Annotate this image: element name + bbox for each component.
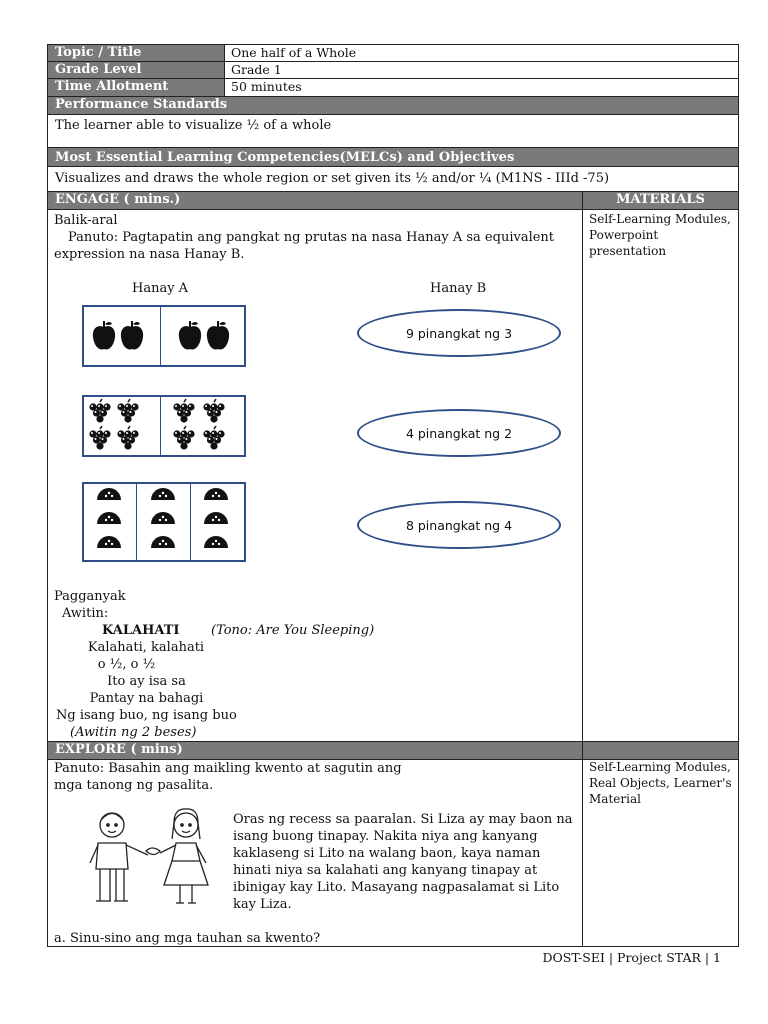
materials-header: MATERIALS <box>582 191 739 210</box>
performance-standards-value: The learner able to visualize ½ of a whole <box>47 114 739 148</box>
time-value: 50 minutes <box>224 78 739 97</box>
song-line-4: Pantay na bahagi <box>89 691 204 706</box>
engage-instruction-line2: expression na nasa Hanay B. <box>54 247 245 262</box>
watermelon-icons <box>84 484 244 560</box>
song-tune: (Tono: Are You Sleeping) <box>211 623 375 638</box>
hanay-b-option-3: 8 pinangkat ng 4 <box>357 501 561 549</box>
page-footer: DOST-SEI | Project STAR | 1 <box>542 950 721 965</box>
hanay-a-label: Hanay A <box>132 281 189 296</box>
apple-icons <box>84 307 244 365</box>
topic-value: One half of a Whole <box>224 44 739 62</box>
melc-label: Most Essential Learning Competencies(MELCs) and Objectives <box>47 147 739 167</box>
engage-instruction-line1: Panuto: Pagtapatin ang pangkat ng prutas na nasa Hanay A sa equivalent <box>68 230 555 245</box>
explore-instruction-line2: mga tanong ng pasalita. <box>54 778 214 793</box>
song-line-5: Ng isang buo, ng isang buo <box>56 708 237 723</box>
engage-header: ENGAGE ( mins.) <box>47 191 583 210</box>
apple-set-box <box>82 305 246 367</box>
question-a: a. Sinu-sino ang mga tauhan sa kwento? <box>54 931 321 946</box>
grape-set-box <box>82 395 246 457</box>
explore-materials-list: Self-Learning Modules, Real Objects, Learner's Material <box>589 760 732 806</box>
time-label: Time Allotment <box>47 78 225 97</box>
grade-label: Grade Level <box>47 61 225 79</box>
performance-standards-label: Performance Standards <box>47 96 739 115</box>
melc-value: Visualizes and draws the whole region or set given its ½ and/or ¼ (M1NS - IIId -75) <box>47 166 739 192</box>
hanay-b-label: Hanay B <box>430 281 487 296</box>
balik-aral-heading: Balik-aral <box>54 213 118 228</box>
explore-materials-header <box>582 741 739 760</box>
children-sharing-bread-illustration <box>80 803 224 911</box>
engage-materials-list: Self-Learning Modules, Powerpoint presentation <box>589 212 731 258</box>
song-line-2: o ½, o ½ <box>97 657 156 672</box>
engage-materials-cell <box>582 209 739 742</box>
watermelon-set-box <box>82 482 246 562</box>
song-note: (Awitin ng 2 beses) <box>70 725 197 740</box>
grade-value: Grade 1 <box>224 61 739 79</box>
song-line-1: Kalahati, kalahati <box>87 640 205 655</box>
song-line-3: Ito ay isa sa <box>107 674 186 689</box>
topic-label: Topic / Title <box>47 44 225 62</box>
explore-header: EXPLORE ( mins) <box>47 741 583 760</box>
story-paragraph: Oras ng recess sa paaralan. Si Liza ay may baon na isang buong tinapay. Nakita niya ang kanyang kaklaseng si Lito na walang baon, kaya naman hinati niya sa kalahati ang kanyang tinapay at ibinigay kay Lito. Masayang nagpasalamat si Lito kay Liza. <box>233 812 573 912</box>
pagganyak-heading: Pagganyak <box>54 589 126 604</box>
awitin-label: Awitin: <box>62 606 109 621</box>
song-title: KALAHATI <box>102 623 180 638</box>
hanay-b-option-1: 9 pinangkat ng 3 <box>357 309 561 357</box>
grape-icons <box>84 397 244 455</box>
hanay-b-option-2: 4 pinangkat ng 2 <box>357 409 561 457</box>
explore-instruction-line1: Panuto: Basahin ang maikling kwento at sagutin ang <box>54 761 402 776</box>
